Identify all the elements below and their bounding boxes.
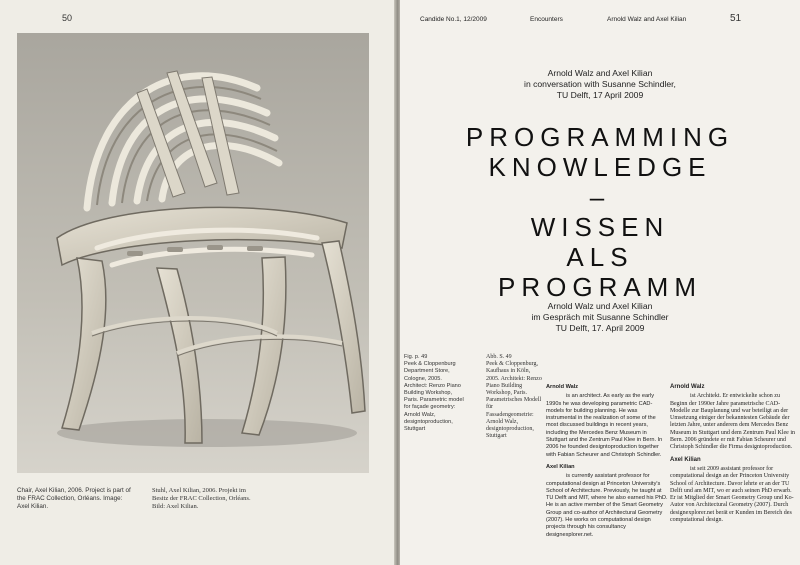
bio-name-walz-en: Arnold Walz [546, 384, 579, 390]
chair-image [17, 33, 369, 473]
title-line-2: KNOWLEDGE [488, 152, 712, 182]
bio-text-kilian-de: ist seit 2009 assistant professor for computational design an der Princeton University School of Architecture. Davor lehrte er an der TU Delft und am MIT, wo er auch seinen PhD erwarb. Er ist Mitglied der Smart Geometry Group und Ko-Autor von Architectural Geometry (2007). Durch designexplorer.net berät er Kunden im Bereich des computational design. [670, 465, 794, 524]
bio-column-english [546, 384, 668, 539]
byline-en-line-3: TU Delft, 17 April 2009 [556, 90, 644, 100]
byline-en-line-1: Arnold Walz and Axel Kilian [547, 68, 653, 78]
header-section: Encounters [530, 16, 563, 23]
byline-de-line-3: TU Delft, 17. April 2009 [555, 323, 645, 333]
left-page [0, 0, 396, 565]
title-line-5: ALS [566, 242, 634, 272]
title-line-6: PROGRAMM [498, 272, 702, 302]
title-dash: – [589, 182, 611, 212]
bio-name-walz-de: Arnold Walz [670, 384, 705, 390]
byline-english [400, 68, 800, 101]
title-line-1: PROGRAMMING [465, 122, 735, 152]
title-line-4: WISSEN [530, 212, 670, 242]
chair-photograph [17, 33, 369, 473]
bio-text-walz-de: ist Architekt. Er entwickelte schon zu Beginn der 1990er Jahre parametrische CAD-Modelle zur Bauplanung und war beteiligt an der Umsetzung einiger der bekanntesten Gebäude der letzten Jahre, unter anderem dem Mercedes Benz Museum in Stuttgart und dem Zentrum Paul Klee in Bern. 2006 gründete er mit Fabian Scheurer und Christoph Schindler die Firma designtoproduction. [670, 393, 795, 451]
figure-text-english: Peek & Cloppenburg Department Store, Cologne, 2005. Architect: Renzo Piano Building Workshop, Paris. Parametric model for façade geometry: Arnold Walz, designtoproduction, Stuttgart [404, 361, 464, 433]
bio-name-kilian-de: Axel Kilian [670, 456, 701, 463]
photo-caption-english: Chair, Axel Kilian, 2006. Project is part of the FRAC Collection, Orléans. Image: Axel Kilian. [17, 487, 131, 510]
photo-caption-german: Stuhl, Axel Kilian, 2006. Projekt im Besitz der FRAC Collection, Orléans. Bild: Axel Kilian. [152, 487, 251, 510]
figure-ref-german: Abb. S. 49 [486, 354, 512, 360]
right-page [400, 0, 800, 565]
byline-de-line-2: im Gespräch mit Susanne Schindler [531, 312, 669, 322]
figure-note-german [486, 354, 542, 440]
figure-ref-english: Fig. p. 49 [404, 354, 428, 360]
header-authors: Arnold Walz and Axel Kilian [607, 16, 687, 23]
bio-text-walz-en: is an architect. As early as the early 1990s he was developing parametric CAD-models for building planning. He was instrumental in the realization of some of the most discussed buildings in recent years, including the Mercedes Benz Museum in Stuttgart and the Zentrum Paul Klee in Bern. In 2006 he founded designtoproduction together with Fabian Scheurer and Christoph Schindler. [546, 393, 663, 458]
page-number-right: 51 [730, 13, 742, 24]
page-number-left: 50 [62, 13, 73, 23]
figure-text-german: Peek & Cloppenburg, Kaufhaus in Köln, 2005. Architekt: Renzo Piano Building Workshop, Paris. Parametrisches Modell für Fassadengeometrie: Arnold Walz, designtoproduction, Stuttgart [486, 361, 542, 440]
header-issue: Candide No.1, 12/2009 [420, 16, 487, 23]
byline-en-line-2: in conversation with Susanne Schindler, [524, 79, 676, 89]
bio-name-kilian-en: Axel Kilian [546, 463, 575, 470]
article-title [400, 122, 800, 302]
figure-note-english [404, 354, 464, 433]
bio-column-german [670, 384, 795, 524]
byline-de-line-1: Arnold Walz und Axel Kilian [547, 301, 653, 311]
byline-german [400, 301, 800, 334]
bio-text-kilian-en: is currently assistant professor for computational design at Princeton University's School of Architecture. Previously, he taught at TU Delft and MIT, where he also earned his PhD. He is an active member of the Smart Geometry Group and co-author of Architectural Geometry (2007). He works on computational design projects through his consultancy designexplorer.net. [546, 473, 668, 538]
